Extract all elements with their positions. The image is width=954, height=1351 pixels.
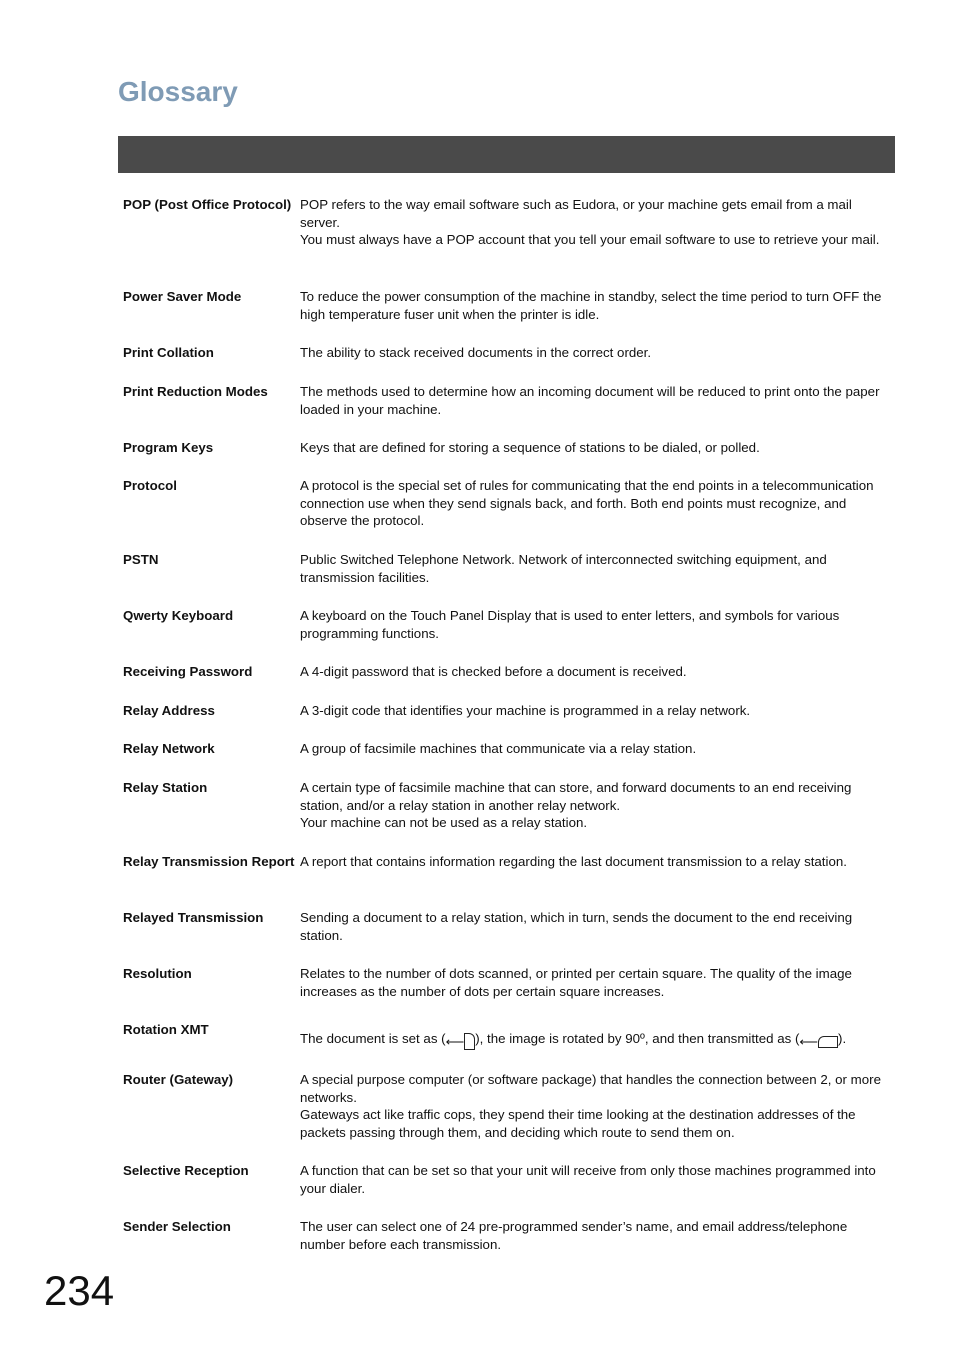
glossary-definition (300, 1218, 895, 1258)
glossary-definition (300, 909, 895, 965)
glossary-term: Relay Station (123, 780, 208, 795)
definition-text: To reduce the power consumption of the machine in standby, select the time period to turn OFF the high temperature fuser unit when the printer is idle. (300, 289, 882, 322)
definition-text: A report that contains information regarding the last document transmission to a relay station. (300, 854, 847, 869)
glossary-entry (123, 288, 895, 344)
glossary-definition (300, 288, 895, 344)
glossary-entry (123, 477, 895, 551)
glossary-term: Sender Selection (123, 1219, 231, 1234)
glossary-definition (300, 663, 895, 702)
definition-text: A function that can be set so that your unit will receive from only those machines programmed into your dialer. (300, 1163, 876, 1196)
glossary-term: Receiving Password (123, 664, 253, 679)
glossary-term: Router (Gateway) (123, 1072, 234, 1087)
glossary-term: Protocol (123, 478, 177, 493)
page-title: Glossary (118, 76, 238, 107)
definition-text: Gateways act like traffic cops, they spend their time looking at the destination addresses of the packets passing through them, and deciding which route to send them on. (300, 1107, 856, 1141)
definition-text: A special purpose computer (or software package) that handles the connection between 2, or more networks. (300, 1072, 881, 1105)
glossary-term: Relay Network (123, 741, 215, 756)
glossary-term: Relay Address (123, 703, 215, 718)
glossary-term: Power Saver Mode (123, 289, 242, 304)
glossary-entry (123, 607, 895, 663)
definition-text: Relates to the number of dots scanned, or printed per certain square. The quality of the image increases as the number of dots per certain square increases. (300, 966, 852, 999)
glossary-definition (300, 344, 895, 383)
glossary-term: Selective Reception (123, 1163, 249, 1178)
glossary-term: POP (Post Office Protocol) (123, 197, 292, 212)
definition-text: The user can select one of 24 pre-programmed sender’s name, and email address/telephone number before each transmission. (300, 1219, 848, 1252)
glossary-definition (300, 383, 895, 439)
glossary-definition (300, 1071, 895, 1162)
definition-text: A 3-digit code that identifies your machine is programmed in a relay network. (300, 703, 751, 718)
rotation-text-1: The document is set as ( (300, 1031, 446, 1046)
glossary-entry (123, 779, 895, 853)
glossary-definition (300, 1021, 895, 1071)
glossary-term: Qwerty Keyboard (123, 608, 234, 623)
rotation-text-3: ). (838, 1031, 847, 1046)
portrait-document-icon (446, 1033, 476, 1051)
section-header-bar (118, 136, 895, 173)
page-number: 234 (44, 1267, 115, 1314)
glossary-term: Relay Transmission Report (123, 854, 295, 869)
definition-text: You must always have a POP account that you tell your email software to use to retrieve your mail. (300, 232, 880, 248)
glossary-definition (300, 196, 895, 288)
definition-text: The methods used to determine how an incoming document will be reduced to print onto the paper loaded in your machine. (300, 384, 880, 417)
glossary-entry (123, 740, 895, 779)
glossary-definition (300, 965, 895, 1021)
glossary-definition (300, 853, 895, 909)
glossary-term: Print Collation (123, 345, 214, 360)
glossary-term: Rotation XMT (123, 1022, 209, 1037)
glossary-term: Program Keys (123, 440, 214, 455)
landscape-document-icon (799, 1033, 838, 1051)
definition-text: A 4-digit password that is checked before a document is received. (300, 664, 687, 679)
glossary-entry (123, 909, 895, 965)
definition-text: POP refers to the way email software such as Eudora, or your machine gets email from a mail server. (300, 197, 852, 230)
glossary-entry (123, 344, 895, 383)
glossary-term: PSTN (123, 552, 159, 567)
glossary-entry (123, 1071, 895, 1162)
glossary-definition (300, 740, 895, 779)
glossary-definition (300, 439, 895, 477)
definition-text: A protocol is the special set of rules for communicating that the end points in a telecommunication connection use when they send signals back, and forth. Both end points must recognize, and observe the protocol. (300, 478, 874, 529)
rotation-text-2: ), the image is rotated by 90º, and then transmitted as ( (475, 1031, 800, 1046)
definition-text: A certain type of facsimile machine that can store, and forward documents to an end receiving station, and/or a relay station in another relay network. (300, 780, 852, 813)
definition-text: A group of facsimile machines that communicate via a relay station. (300, 741, 697, 756)
glossary-entry (123, 853, 895, 909)
glossary-entry (123, 1162, 895, 1218)
definition-text: Sending a document to a relay station, which in turn, sends the document to the end receiving station. (300, 910, 853, 943)
left-arrow-icon: ⟵ (799, 1034, 819, 1049)
glossary-entry (123, 196, 895, 288)
glossary-entry (123, 1021, 895, 1071)
glossary-definition (300, 477, 895, 551)
definition-text: Your machine can not be used as a relay station. (300, 815, 588, 831)
glossary-term: Resolution (123, 966, 192, 981)
glossary-entry (123, 1218, 895, 1258)
glossary-definition (300, 702, 895, 740)
glossary-entry (123, 663, 895, 702)
definition-text: A keyboard on the Touch Panel Display that is used to enter letters, and symbols for various programming functions. (300, 608, 840, 641)
glossary-definition (300, 779, 895, 853)
glossary-entry (123, 551, 895, 607)
glossary-term: Relayed Transmission (123, 910, 264, 925)
definition-text: Keys that are defined for storing a sequence of stations to be dialed, or polled. (300, 440, 760, 455)
glossary-term: Print Reduction Modes (123, 384, 268, 399)
glossary-entry (123, 965, 895, 1021)
definition-text (300, 1030, 895, 1051)
definition-text: The ability to stack received documents in the correct order. (300, 345, 652, 360)
glossary-entry (123, 439, 895, 477)
left-arrow-icon: ⟵ (445, 1034, 465, 1049)
glossary-definition (300, 551, 895, 607)
glossary-definition (300, 607, 895, 663)
glossary-definition (300, 1162, 895, 1218)
glossary-entry (123, 383, 895, 439)
definition-text: Public Switched Telephone Network. Network of interconnected switching equipment, and transmission facilities. (300, 552, 827, 585)
glossary-list (123, 196, 895, 1258)
glossary-entry (123, 702, 895, 740)
